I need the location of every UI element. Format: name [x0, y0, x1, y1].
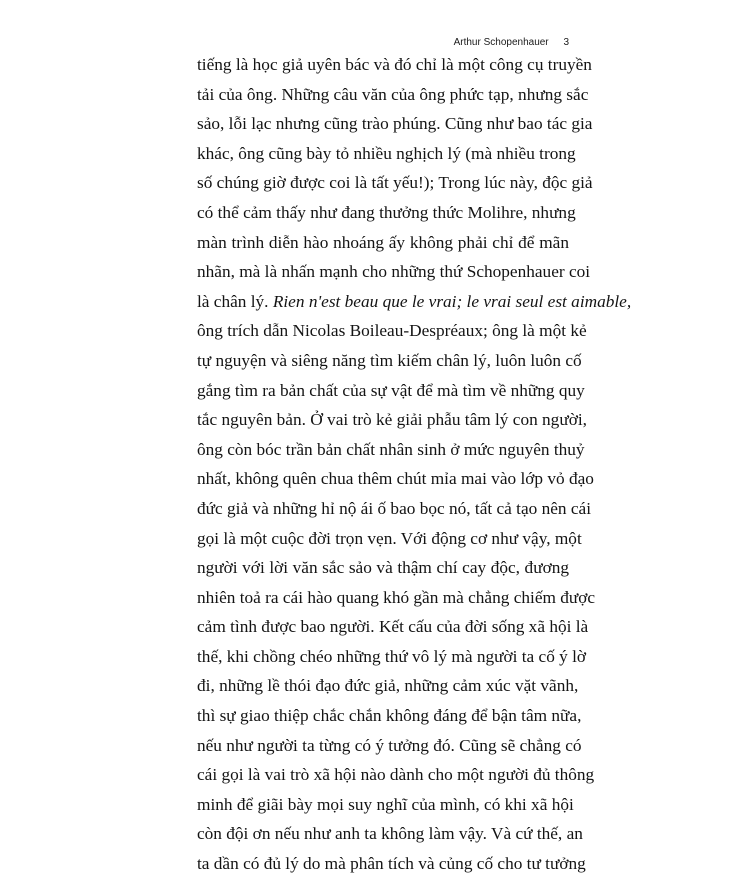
- text-line: cái gọi là vai trò xã hội nào dành cho một người đủ thông: [197, 765, 595, 785]
- text-line: nhiên toả ra cái hào quang khó gần mà chẳng chiếm được: [197, 587, 596, 607]
- running-header: [454, 37, 569, 48]
- text-line: tắc nguyên bản. Ở vai trò kẻ giải phẫu tâm lý con người,: [197, 410, 587, 430]
- running-header-author: Arthur Schopenhauer: [453, 37, 549, 48]
- text-line: cảm tình được bao người. Kết cấu của đời sống xã hội là: [197, 617, 589, 637]
- body-text: [197, 50, 632, 879]
- text-line: khác, ông cũng bày tỏ nhiều nghịch lý (mà nhiều trong: [197, 143, 576, 163]
- text-line: còn đội ơn nếu như anh ta không làm vậy. Và cứ thế, an: [197, 824, 583, 844]
- text-line: gọi là một cuộc đời trọn vẹn. Với động cơ như vậy, một: [197, 528, 582, 548]
- text-fragment: là chân lý.: [197, 291, 273, 311]
- text-line: nhãn, mà là nhấn mạnh cho những thứ Schopenhauer coi: [197, 262, 591, 282]
- text-line: thế, khi chồng chéo những thứ vô lý mà người ta cố ý lờ: [197, 646, 587, 666]
- text-line: gắng tìm ra bản chất của sự vật để mà tìm về những quy: [197, 380, 585, 400]
- french-quote: Rien n'est beau que le vrai; le vrai seul est aimable,: [272, 291, 632, 311]
- text-line: người với lời văn sắc sảo và thậm chí cay độc, đương: [197, 558, 569, 578]
- text-line: minh để giãi bày mọi suy nghĩ của mình, có khi xã hội: [197, 794, 574, 814]
- text-line: tự nguyện và siêng năng tìm kiếm chân lý, luôn luôn cố: [197, 350, 582, 370]
- text-line: ông trích dẫn Nicolas Boileau-Despréaux; ông là một kẻ: [197, 321, 587, 341]
- text-line: ông còn bóc trần bản chất nhân sinh ở mức nguyên thuỷ: [197, 439, 585, 459]
- page-number: 3: [563, 37, 569, 48]
- text-line: tiếng là học giả uyên bác và đó chỉ là một công cụ truyền: [197, 55, 592, 74]
- text-line: nhất, không quên chua thêm chút mỉa mai vào lớp vỏ đạo: [197, 469, 594, 489]
- text-line: có thể cảm thấy như đang thưởng thức Molihre, nhưng: [197, 202, 576, 222]
- text-line: số chúng giờ được coi là tất yếu!); Trong lúc này, độc giả: [197, 173, 593, 193]
- text-line: màn trình diễn hào nhoáng ấy không phải chỉ để mãn: [197, 232, 569, 252]
- text-line: đi, những lề thói đạo đức giả, những cảm xúc vặt vãnh,: [197, 676, 579, 696]
- text-line: sảo, lỗi lạc nhưng cũng trào phúng. Cũng như bao tác gia: [197, 114, 593, 134]
- text-line: nếu như người ta từng có ý tưởng đó. Cũng sẽ chẳng có: [197, 735, 582, 755]
- text-line: thì sự giao thiệp chắc chắn không đáng để bận tâm nữa,: [197, 706, 582, 726]
- text-line-with-quote: [197, 287, 632, 317]
- text-line: đức giả và những hỉ nộ ái ố bao bọc nó, tất cả tạo nên cái: [197, 498, 591, 518]
- text-line: tải của ông. Những câu văn của ông phức tạp, nhưng sắc: [197, 84, 589, 104]
- text-line: ta dần có đủ lý do mà phân tích và củng cố cho tư tưởng: [197, 854, 586, 874]
